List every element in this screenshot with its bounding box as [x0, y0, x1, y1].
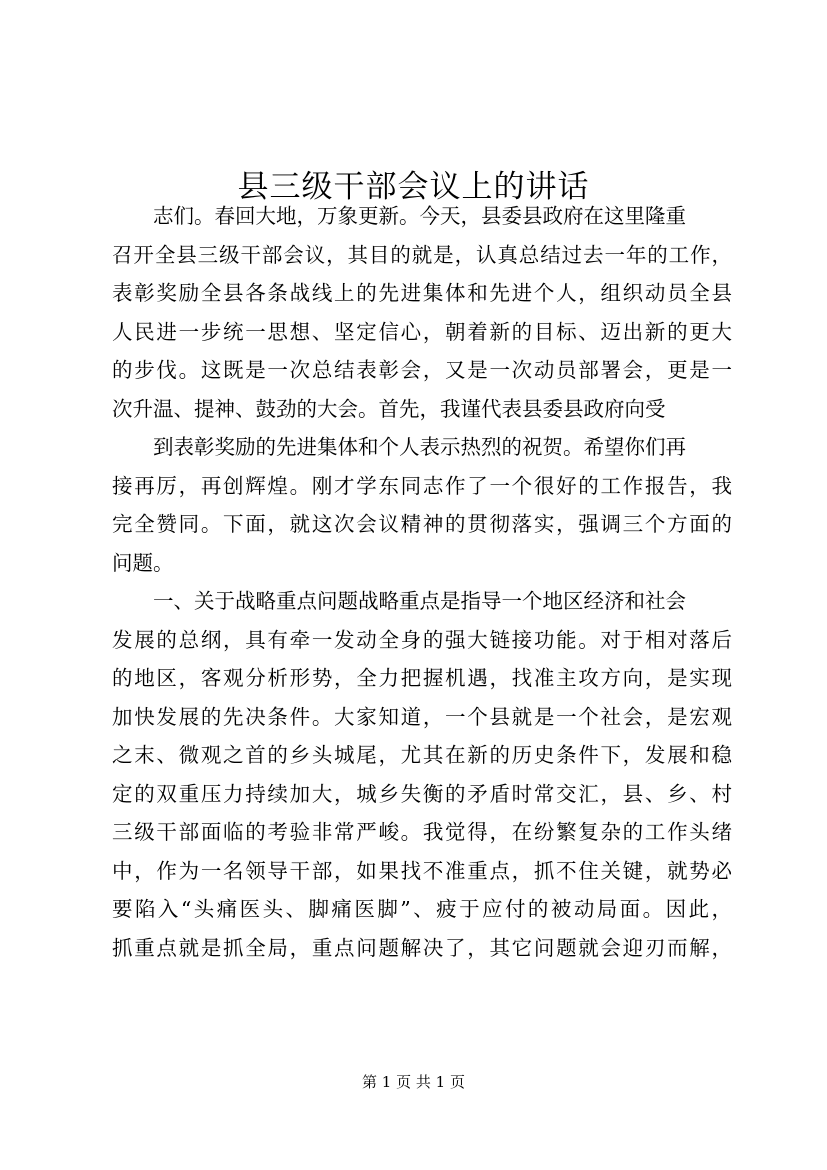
body-line-9: 完全赞同。下面，就这次会议精神的贯彻落实，强调三个方面的 [112, 512, 732, 536]
body-line-5: 的步伐。这既是一次总结表彰会，又是一次动员部署会，更是一 [112, 358, 732, 382]
page-footer: 第 1 页 共 1 页 [362, 1073, 465, 1091]
body-line-13: 的地区，客观分析形势，全力把握机遇，找准主攻方向，是实现 [112, 666, 732, 690]
body-line-20: 抓重点就是抓全局，重点问题解决了，其它问题就会迎刃而解， [112, 935, 732, 960]
body-line-14: 加快发展的先决条件。大家知道，一个县就是一个社会，是宏观 [112, 704, 732, 729]
body-line-17: 三级干部面临的考验非常严峻。我觉得，在纷繁复杂的工作头绪 [112, 820, 732, 844]
body-line-7: 到表彰奖励的先进集体和个人表示热烈的祝贺。希望你们再 [153, 435, 686, 459]
body-line-18: 中，作为一名领导干部，如果找不准重点，抓不住关键，就势必 [112, 858, 732, 883]
body-line-6: 次升温、提神、鼓劲的大会。首先，我谨代表县委县政府向受 [112, 396, 666, 421]
body-line-19: 要陷入“头痛医头、脚痛医脚”、疲于应付的被动局面。因此， [112, 897, 732, 921]
body-line-1: 志们。春回大地，万象更新。今天，县委县政府在这里隆重 [153, 204, 686, 228]
body-line-4: 人民进一步统一思想、坚定信心，朝着新的目标、迈出新的更大 [112, 319, 732, 344]
body-line-12: 发展的总纲，具有牵一发动全身的强大链接功能。对于相对落后 [112, 627, 732, 652]
document-title: 县三级干部会议上的讲话 [237, 168, 590, 205]
body-line-16: 定的双重压力持续加大，城乡失衡的矛盾时常交汇，县、乡、村 [112, 781, 732, 806]
body-line-15: 之末、微观之首的乡头城尾，尤其在新的历史条件下，发展和稳 [112, 743, 732, 767]
body-line-3: 表彰奖励全县各条战线上的先进集体和先进个人，组织动员全县 [112, 281, 732, 305]
body-line-11: 一、关于战略重点问题战略重点是指导一个地区经济和社会 [153, 589, 686, 613]
document-body [112, 197, 732, 967]
body-line-10: 问题。 [112, 550, 174, 575]
body-line-2: 召开全县三级干部会议，其目的就是，认真总结过去一年的工作， [112, 242, 732, 267]
body-line-8: 接再厉，再创辉煌。刚才学东同志作了一个很好的工作报告，我 [112, 473, 732, 498]
